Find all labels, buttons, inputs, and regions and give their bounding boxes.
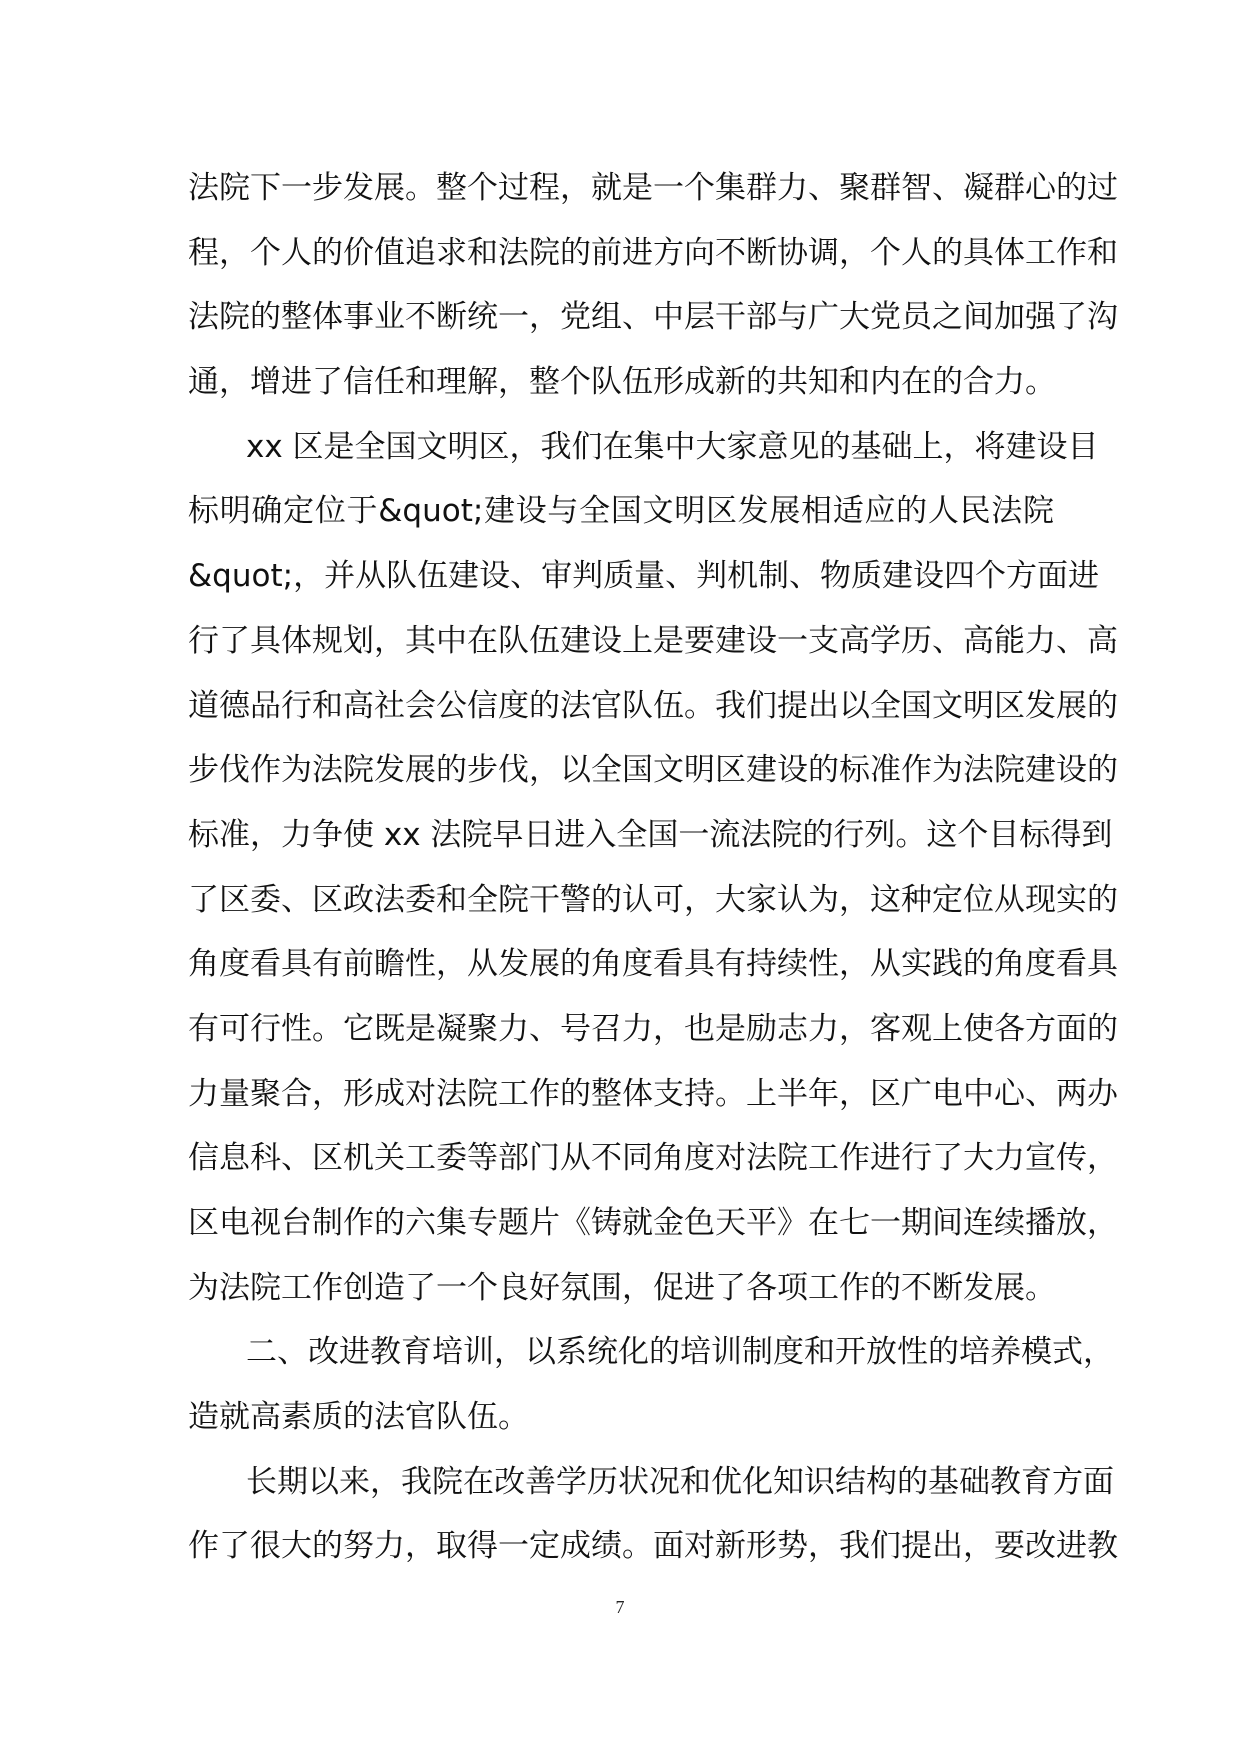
text-line: 行了具体规划，其中在队伍建设上是要建设一支高学历、高能力、高 [188, 622, 1118, 659]
text-line: 长期以来，我院在改善学历状况和优化知识结构的基础教育方面 [246, 1463, 1114, 1500]
text-line: 信息科、区机关工委等部门从不同角度对法院工作进行了大力宣传， [188, 1140, 1118, 1177]
paragraph-4 [188, 1450, 1118, 1579]
text-line: 道德品行和高社会公信度的法官队伍。我们提出以全国文明区发展的 [188, 687, 1118, 724]
text-line: 程，个人的价值追求和法院的前进方向不断协调，个人的具体工作和 [188, 234, 1118, 271]
text-line: 通，增进了信任和理解，整个队伍形成新的共知和内在的合力。 [188, 364, 1056, 401]
text-line: 作了很大的努力，取得一定成绩。面对新形势，我们提出，要改进教 [188, 1528, 1118, 1565]
text-line: 法院的整体事业不断统一，党组、中层干部与广大党员之间加强了沟 [188, 299, 1118, 336]
body-text [188, 156, 1118, 1579]
text-line: &quot;，并从队伍建设、审判质量、判机制、物质建设四个方面进 [188, 558, 1100, 595]
text-line: 为法院工作创造了一个良好氛围，促进了各项工作的不断发展。 [188, 1269, 1056, 1306]
text-line: xx 区是全国文明区，我们在集中大家意见的基础上，将建设目 [246, 428, 1099, 465]
text-line: 法院下一步发展。整个过程，就是一个集群力、聚群智、凝群心的过 [188, 170, 1118, 206]
text-line: 角度看具有前瞻性，从发展的角度看具有持续性，从实践的角度看具 [188, 946, 1118, 983]
text-line: 了区委、区政法委和全院干警的认可，大家认为，这种定位从现实的 [188, 881, 1118, 918]
text-line: 有可行性。它既是凝聚力、号召力，也是励志力，客观上使各方面的 [188, 1010, 1118, 1047]
page-number: 7 [615, 1597, 625, 1617]
text-line: 标明确定位于&quot;建设与全国文明区发展相适应的人民法院 [188, 493, 1054, 530]
paragraph-1 [188, 156, 1118, 415]
text-line: 造就高素质的法官队伍。 [188, 1399, 529, 1436]
text-line: 标准，力争使 xx 法院早日进入全国一流法院的行列。这个目标得到 [188, 816, 1113, 853]
text-line: 步伐作为法院发展的步伐，以全国文明区建设的标准作为法院建设的 [188, 752, 1118, 789]
paragraph-3-heading [188, 1320, 1114, 1449]
text-line: 二、改进教育培训，以系统化的培训制度和开放性的培养模式， [246, 1334, 1114, 1371]
text-line: 区电视台制作的六集专题片《铸就金色天平》在七一期间连续播放， [188, 1205, 1118, 1241]
text-line: 力量聚合，形成对法院工作的整体支持。上半年，区广电中心、两办 [188, 1075, 1118, 1112]
paragraph-2 [188, 415, 1118, 1321]
